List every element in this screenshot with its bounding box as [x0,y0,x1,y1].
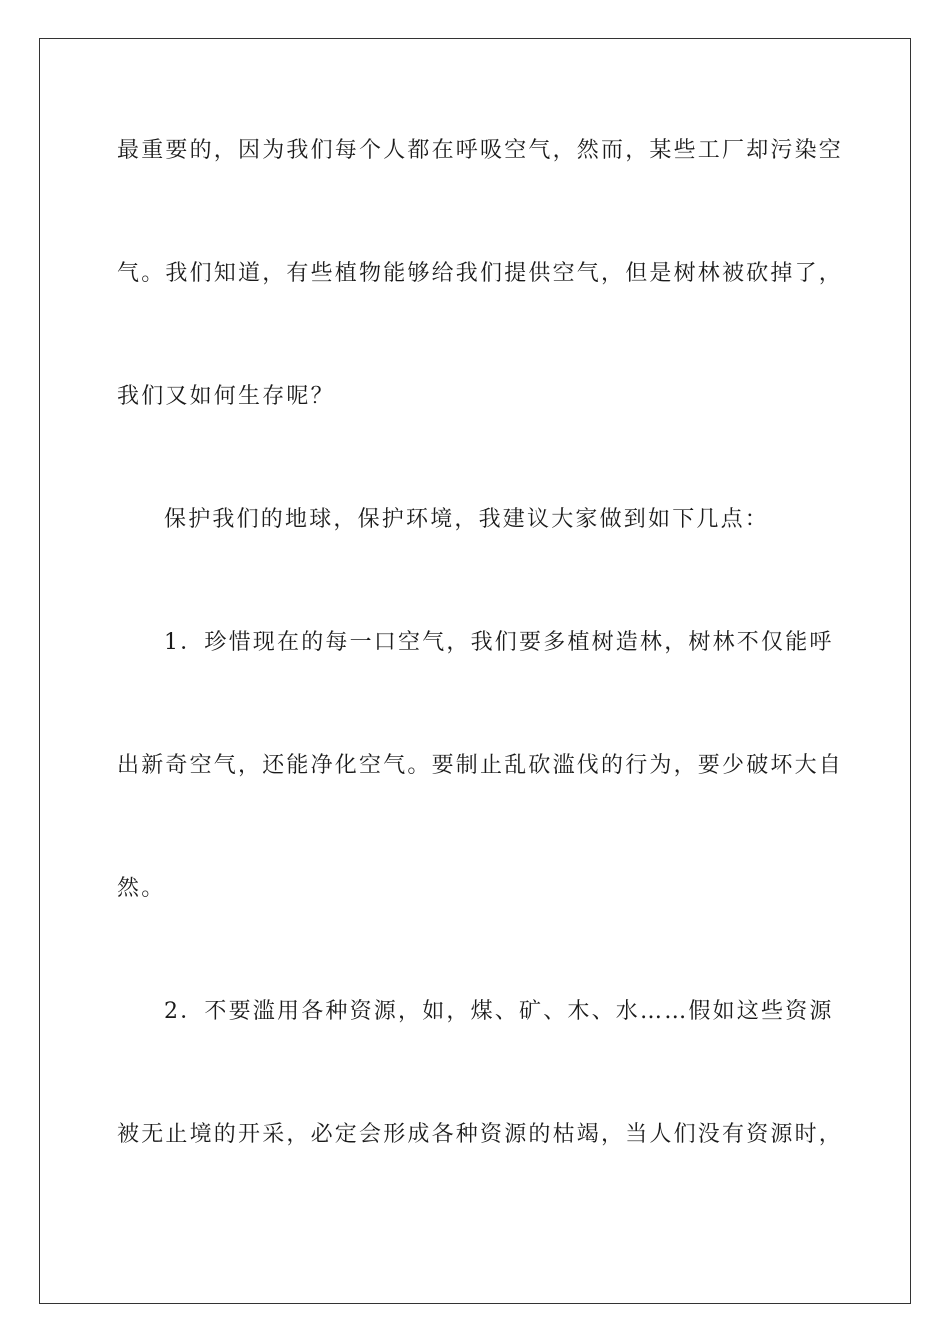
document-body [117,128,844,1235]
text-line-2: 气。我们知道，有些植物能够给我们提供空气，但是树林被砍掉了， [117,261,844,286]
list-item-2-line-1: 2．不要滥用各种资源，如，煤、矿、木、水……假如这些资源 [164,999,834,1024]
paragraph-intro: 保护我们的地球，保护环境，我建议大家做到如下几点： [164,507,770,532]
list-item-2-line-2: 被无止境的开采，必定会形成各种资源的枯竭，当人们没有资源时， [117,1122,844,1147]
list-item-1-line-1: 1．珍惜现在的每一口空气，我们要多植树造林，树林不仅能呼 [164,630,834,655]
text-line-3: 我们又如何生存呢？ [117,384,335,409]
text-line-1: 最重要的，因为我们每个人都在呼吸空气，然而，某些工厂却污染空 [117,138,844,163]
list-item-1-line-2: 出新奇空气，还能净化空气。要制止乱砍滥伐的行为，要少破坏大自 [117,753,844,778]
list-item-1-line-3: 然。 [117,876,166,901]
